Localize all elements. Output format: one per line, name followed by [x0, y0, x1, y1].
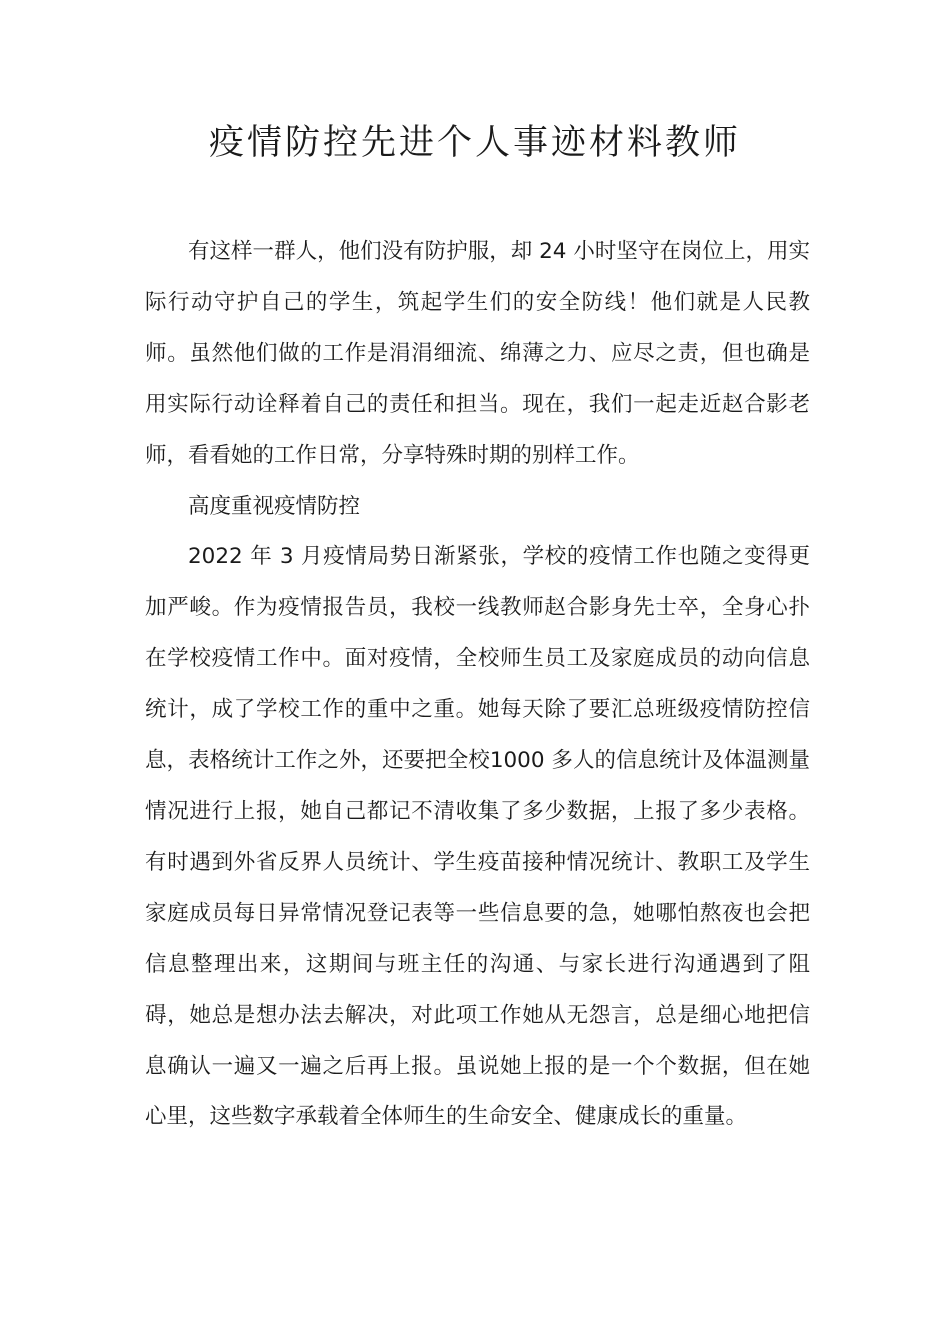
- document-body: [145, 227, 810, 1143]
- section-heading: 高度重视疫情防控: [188, 493, 361, 519]
- paragraph-intro: 有这样一群人，他们没有防护服，却 24 小时坚守在岗位上，用实际行动守护自己的学生，筑起学生们的安全防线！他们就是人民教师。虽然他们做的工作是涓涓细流、绵薄之力、应尽之责，但也确是用实际行动诠释着自己的责任和担当。现在，我们一起走近赵合影老师，看看她的工作日常，分享特殊时期的别样工作。: [145, 239, 810, 468]
- document-title: 疫情防控先进个人事迹材料教师: [208, 123, 741, 163]
- paragraph-main: 2022 年 3 月疫情局势日渐紧张，学校的疫情工作也随之变得更加严峻。作为疫情报告员，我校一线教师赵合影身先士卒，全身心扑在学校疫情工作中。面对疫情，全校师生员工及家庭成员的动向信息统计，成了学校工作的重中之重。她每天除了要汇总班级疫情防控信息，表格统计工作之外，还要把全校1000 多人的信息统计及体温测量情况进行上报，她自己都记不清收集了多少数据，上报了多少表格。有时遇到外省反界人员统计、学生疫苗接种情况统计、教职工及学生家庭成员每日异常情况登记表等一些信息要的急，她哪怕熬夜也会把信息整理出来，这期间与班主任的沟通、与家长进行沟通遇到了阻碍，她总是想办法去解决，对此项工作她从无怨言，总是细心地把信息确认一遍又一遍之后再上报。虽说她上报的是一个个数据，但在她心里，这些数字承载着全体师生的生命安全、健康成长的重量。: [145, 544, 810, 1130]
